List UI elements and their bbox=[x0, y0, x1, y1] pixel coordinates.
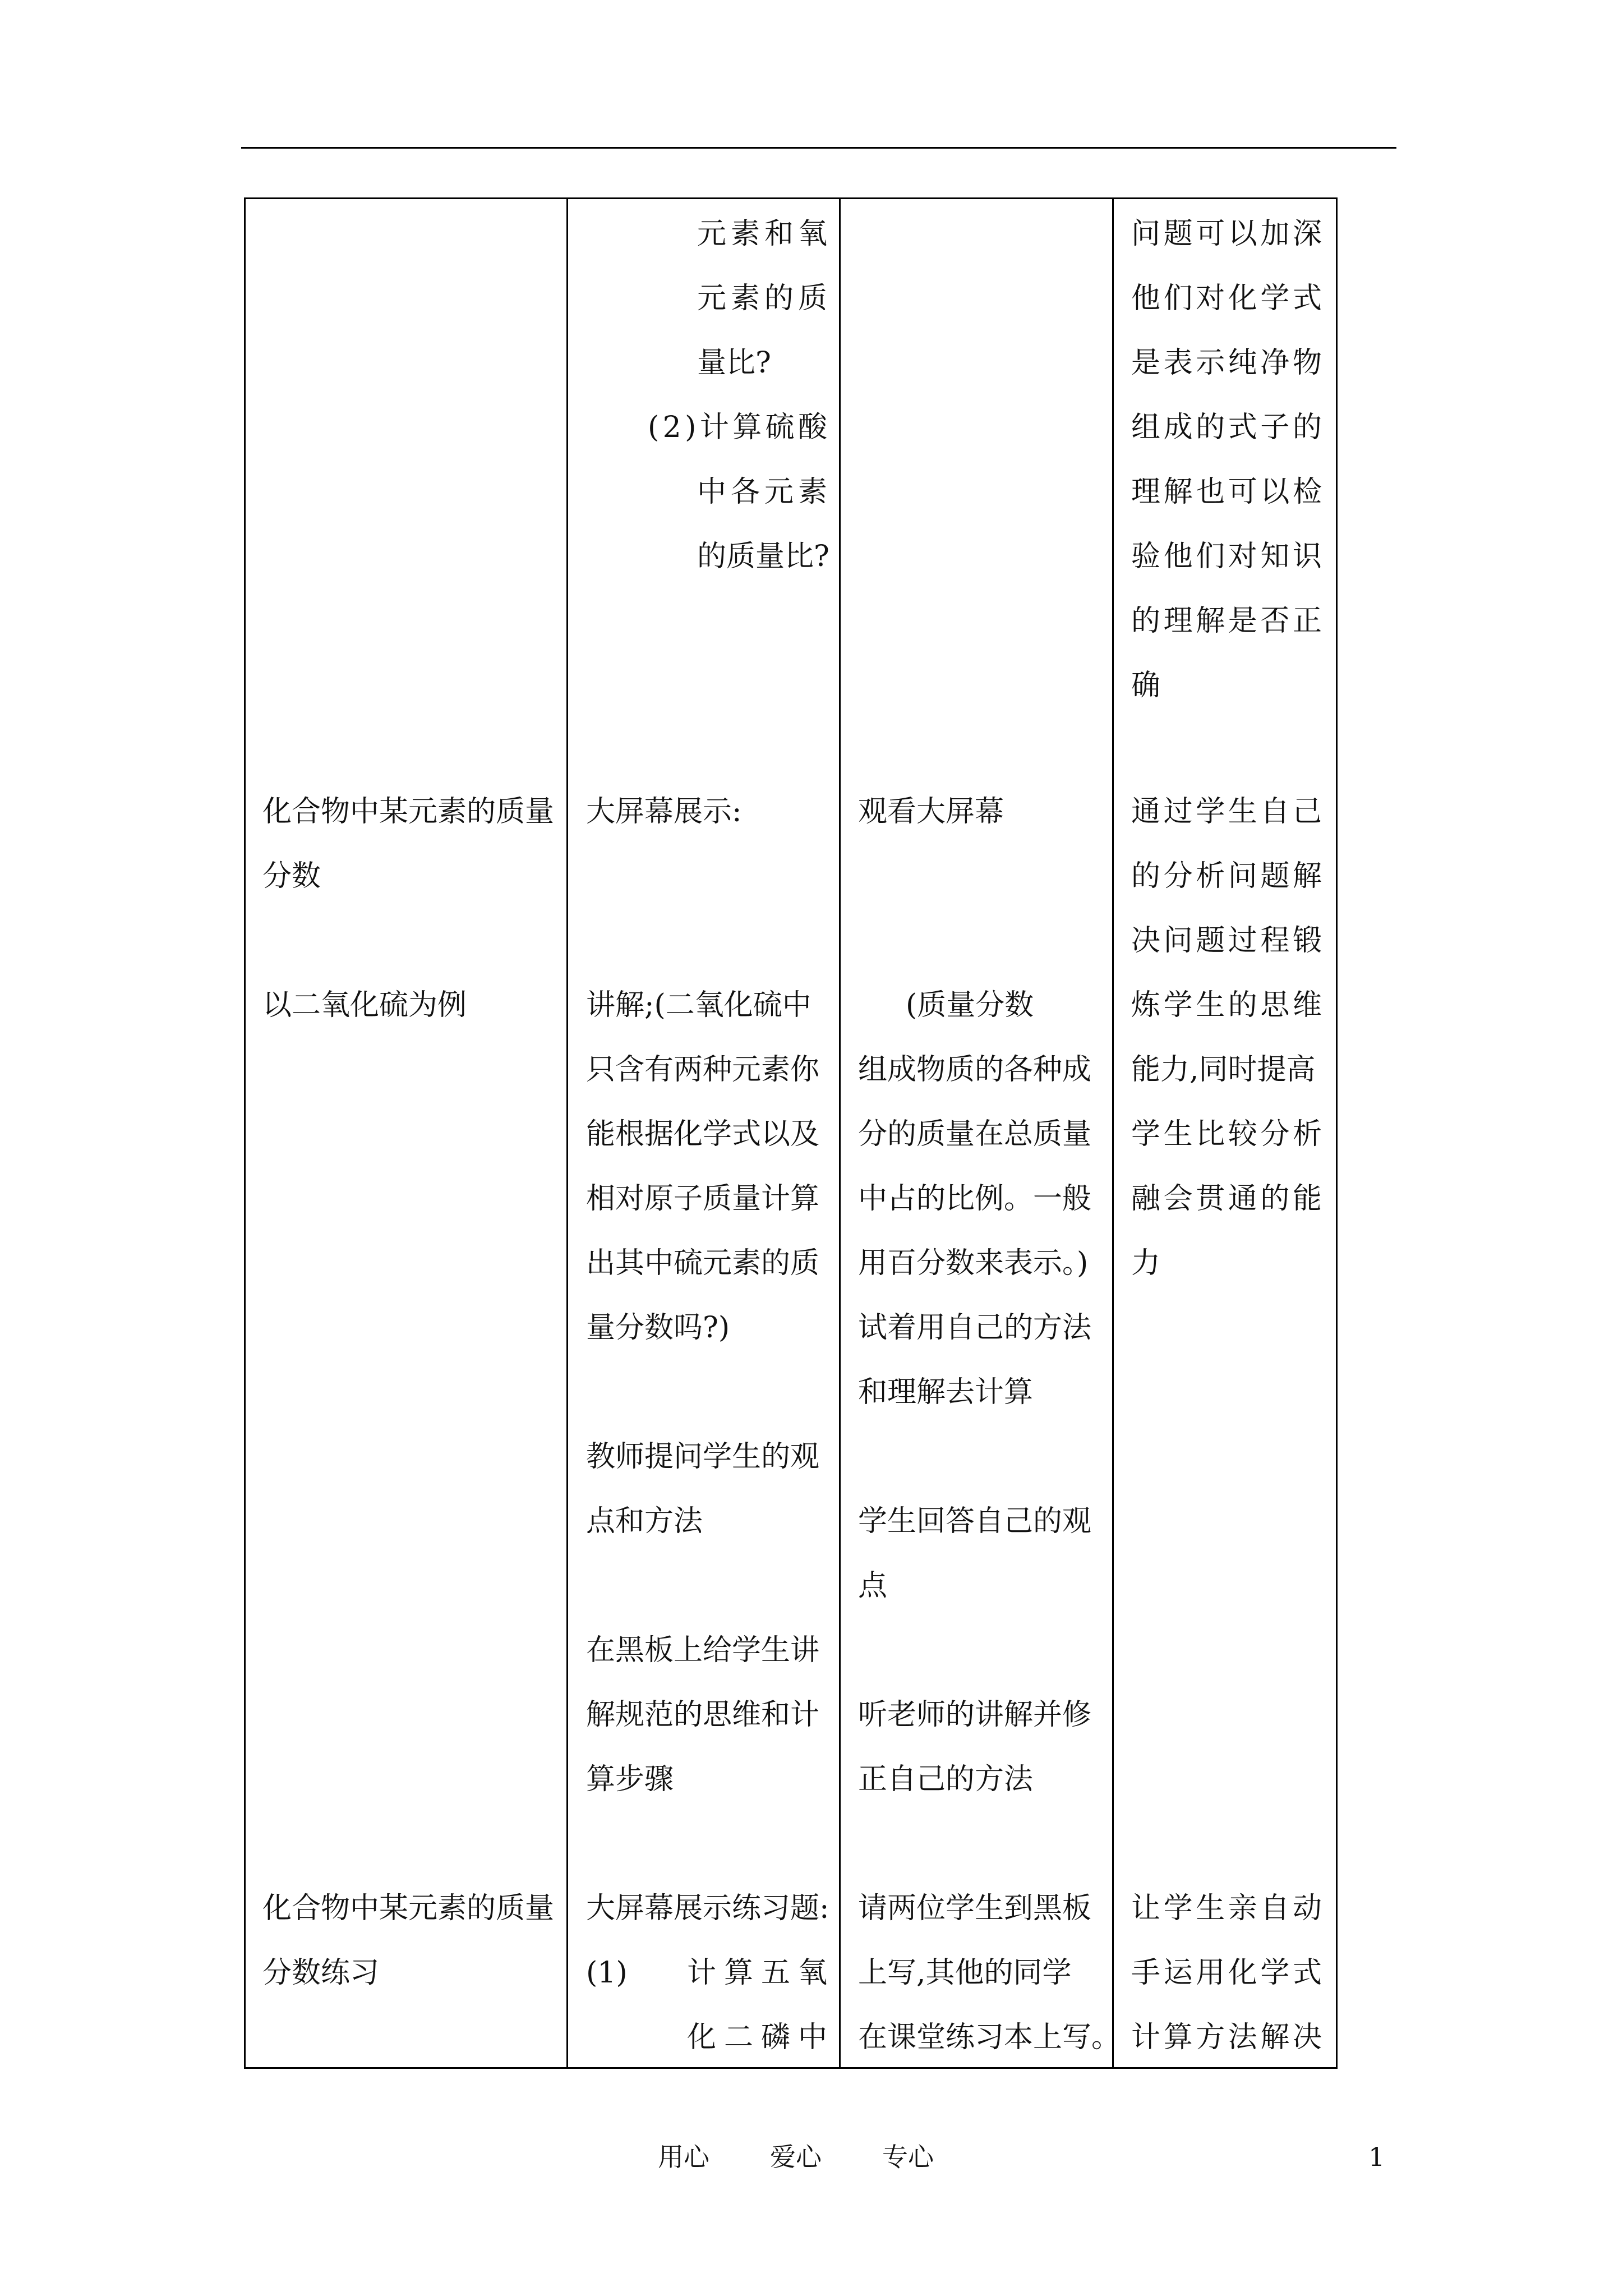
table-cell-text: 化合物中某元素的质量 bbox=[262, 795, 555, 829]
table-cell-text: 的质量比? bbox=[697, 540, 829, 573]
footer-motto-2: 爱心 bbox=[770, 2142, 822, 2172]
table-cell-text: 元 素 的 质 bbox=[697, 282, 827, 315]
footer-motto-3: 专心 bbox=[882, 2142, 934, 2172]
table-cell-text: 相对原子质量计算 bbox=[586, 1182, 820, 1216]
table-cell-text: 力 bbox=[1131, 1246, 1161, 1280]
table-cell-text: 是 表 示 纯 净 物 bbox=[1131, 346, 1322, 380]
table-cell-text: (质量分数 bbox=[906, 988, 1034, 1022]
table-cell-text: (1) bbox=[586, 1956, 628, 1990]
column-divider-1 bbox=[566, 199, 568, 2067]
header-rule bbox=[241, 147, 1396, 149]
table-cell-text: 观看大屏幕 bbox=[858, 795, 1004, 829]
table-cell-text: 在课堂练习本上写。 bbox=[858, 2021, 1121, 2054]
table-cell-text: 验 他 们 对 知 识 bbox=[1131, 540, 1322, 573]
table-cell-text: 让 学 生 亲 自 动 bbox=[1131, 1892, 1322, 1925]
column-divider-3 bbox=[1112, 199, 1114, 2067]
table-cell-text: 的 分 析 问 题 解 bbox=[1131, 859, 1322, 893]
table-cell-text: 中 各 元 素 bbox=[697, 475, 827, 509]
table-cell-text: 分的质量在总质量 bbox=[858, 1117, 1092, 1151]
table-cell-text: 在黑板上给学生讲 bbox=[586, 1634, 820, 1667]
table-cell-text: 上写,其他的同学 bbox=[858, 1956, 1072, 1990]
table-cell-text: 讲解;(二氧化硫中 bbox=[586, 988, 811, 1022]
table-cell-text: 正自己的方法 bbox=[858, 1763, 1034, 1796]
footer-motto-1: 用心 bbox=[658, 2142, 709, 2172]
table-cell-text: 理 解 也 可 以 检 bbox=[1131, 475, 1322, 509]
table-cell-text: 元 素 和 氧 bbox=[697, 217, 827, 251]
table-cell-text: 组成物质的各种成 bbox=[858, 1053, 1092, 1087]
table-cell-text: 分数 bbox=[262, 859, 321, 893]
table-cell-text: 能力,同时提高 bbox=[1131, 1053, 1316, 1087]
table-cell-text: 通 过 学 生 自 己 bbox=[1131, 795, 1322, 829]
table-cell-text: 量分数吗?) bbox=[586, 1311, 730, 1345]
table-cell-text: 请两位学生到黑板 bbox=[858, 1892, 1092, 1925]
column-divider-2 bbox=[839, 199, 841, 2067]
table-cell-text: 学 生 比 较 分 析 bbox=[1131, 1117, 1322, 1151]
table-cell-text: 以二氧化硫为例 bbox=[262, 988, 467, 1022]
table-cell-text: 算步骤 bbox=[586, 1763, 674, 1796]
table-cell-text: 计 算 五 氧 bbox=[687, 1956, 827, 1990]
table-cell-text: 能根据化学式以及 bbox=[586, 1117, 820, 1151]
table-cell-text: 他 们 对 化 学 式 bbox=[1131, 282, 1322, 315]
table-cell-text: 的 理 解 是 否 正 bbox=[1131, 604, 1322, 638]
table-cell-text: 手 运 用 化 学 式 bbox=[1131, 1956, 1322, 1990]
page-number: 1 bbox=[1368, 2142, 1385, 2172]
table-cell-text: 听老师的讲解并修 bbox=[858, 1698, 1092, 1732]
table-cell-text: 教师提问学生的观 bbox=[586, 1440, 820, 1474]
table-cell-text: 点 bbox=[858, 1569, 888, 1603]
table-cell-text: 大屏幕展示练习题: bbox=[586, 1892, 829, 1925]
table-cell-text: 和理解去计算 bbox=[858, 1375, 1034, 1409]
table-cell-text: 学生回答自己的观 bbox=[858, 1504, 1092, 1538]
table-cell-text: 化 二 磷 中 bbox=[687, 2021, 827, 2054]
table-cell-text: 融 会 贯 通 的 能 bbox=[1131, 1182, 1322, 1216]
table-cell-text: 化合物中某元素的质量 bbox=[262, 1892, 555, 1925]
table-cell-text: 点和方法 bbox=[586, 1504, 703, 1538]
table-cell-text: 组 成 的 式 子 的 bbox=[1131, 411, 1322, 444]
table-cell-text: 决 问 题 过 程 锻 bbox=[1131, 924, 1322, 958]
table-cell-text: 确 bbox=[1131, 669, 1161, 702]
table-cell-text: 量比? bbox=[697, 346, 771, 380]
table-cell-text: 中占的比例。一般 bbox=[858, 1182, 1092, 1216]
table-cell-text: 解规范的思维和计 bbox=[586, 1698, 820, 1732]
table-cell-text: 分数练习 bbox=[262, 1956, 380, 1990]
table-cell-text: 试着用自己的方法 bbox=[858, 1311, 1092, 1345]
table-cell-text: 炼 学 生 的 思 维 bbox=[1131, 988, 1322, 1022]
table-cell-text: 计 算 方 法 解 决 bbox=[1131, 2021, 1322, 2054]
table-cell-text: 只含有两种元素你 bbox=[586, 1053, 820, 1087]
table-cell-text: 用百分数来表示。) bbox=[858, 1246, 1089, 1280]
table-cell-text: 大屏幕展示: bbox=[586, 795, 742, 829]
table-cell-text: ( 2 ) 计 算 硫 酸 bbox=[648, 411, 827, 444]
table-cell-text: 出其中硫元素的质 bbox=[586, 1246, 820, 1280]
table-cell-text: 问 题 可 以 加 深 bbox=[1131, 217, 1322, 251]
